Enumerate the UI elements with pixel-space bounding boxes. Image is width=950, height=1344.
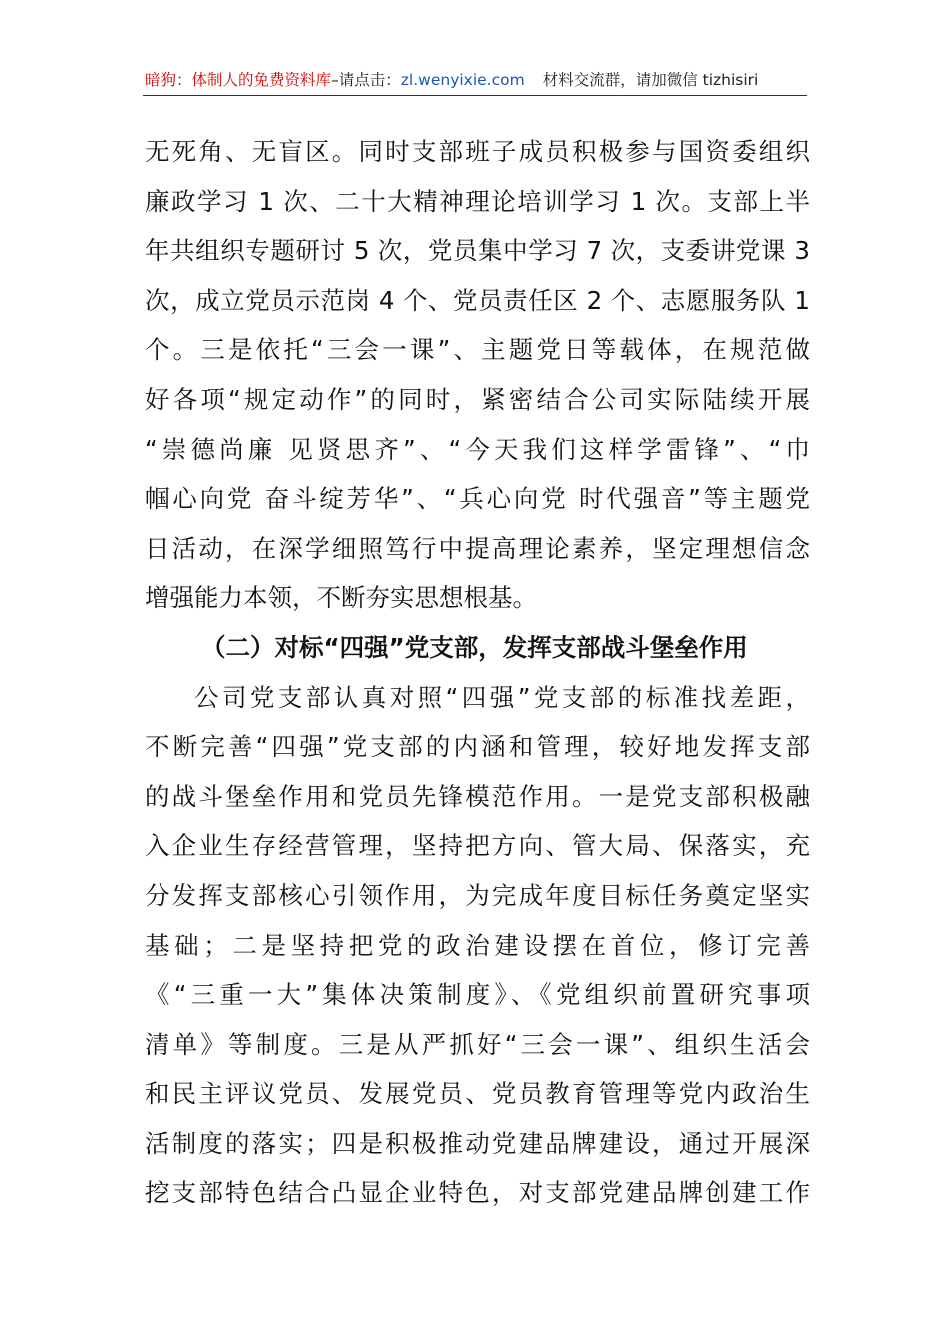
text-line: 帼心向党 奋斗绽芳华”、“兵心向党 时代强音”等主题党 — [145, 484, 810, 514]
text-line: 个。三是依托“三会一课”、主题党日等载体，在规范做 — [145, 335, 810, 365]
header-note: 材料交流群，请加微信 tizhisiri — [542, 71, 759, 89]
text-line: 年共组织专题研讨 5 次，党员集中学习 7 次，支委讲党课 3 — [145, 236, 810, 266]
text-line: 不断完善“四强”党支部的内涵和管理，较好地发挥支部 — [145, 732, 810, 762]
text-line: “崇德尚廉 见贤思齐”、“今天我们这样学雷锋”、“巾 — [145, 434, 810, 464]
text-line: 的战斗堡垒作用和党员先锋模范作用。一是党支部积极融 — [145, 781, 810, 811]
text-line: 清单》等制度。三是从严抓好“三会一课”、组织生活会 — [145, 1029, 810, 1059]
text-line: 挖支部特色结合凸显企业特色，对支部党建品牌创建工作 — [145, 1178, 810, 1208]
paragraph-continued — [145, 127, 810, 623]
text-line: 无死角、无盲区。同时支部班子成员积极参与国资委组织 — [145, 137, 810, 166]
text-line: 和民主评议党员、发展党员、党员教育管理等党内政治生 — [145, 1079, 810, 1109]
text-line: 公司党支部认真对照“四强”党支部的标准找差距， — [194, 682, 810, 712]
section-heading: （二）对标“四强”党支部，发挥支部战斗堡垒作用 — [201, 632, 748, 662]
text-line: 好各项“规定动作”的同时，紧密结合公司实际陆续开展 — [145, 384, 810, 414]
header-brand: 暗狗：体制人的免费资料库 — [145, 71, 332, 89]
page-header — [145, 66, 805, 94]
text-line: 《“三重一大”集体决策制度》、《党组织前置研究事项 — [145, 980, 810, 1010]
text-line: 基础；二是坚持把党的政治建设摆在首位，修订完善 — [145, 930, 810, 960]
text-line: 入企业生存经营管理，坚持把方向、管大局、保落实，充 — [145, 831, 810, 861]
header-divider — [143, 95, 807, 96]
header-link[interactable]: zl.wenyixie.com — [400, 71, 525, 89]
paragraph-section-2 — [145, 673, 810, 1219]
text-line: 活制度的落实；四是积极推动党建品牌建设，通过开展深 — [145, 1128, 810, 1158]
text-line: 廉政学习 1 次、二十大精神理论培训学习 1 次。支部上半 — [145, 186, 810, 216]
document-body — [145, 127, 810, 1218]
text-line: 次，成立党员示范岗 4 个、党员责任区 2 个、志愿服务队 1 — [145, 285, 810, 315]
text-line: 增强能力本领，不断夯实思想根基。 — [145, 583, 537, 613]
text-line: 分发挥支部核心引领作用，为完成年度目标任务奠定坚实 — [145, 880, 810, 910]
text-line: 日活动，在深学细照笃行中提高理论素养，坚定理想信念 — [145, 533, 810, 563]
header-prompt: –请点击： — [331, 71, 401, 89]
